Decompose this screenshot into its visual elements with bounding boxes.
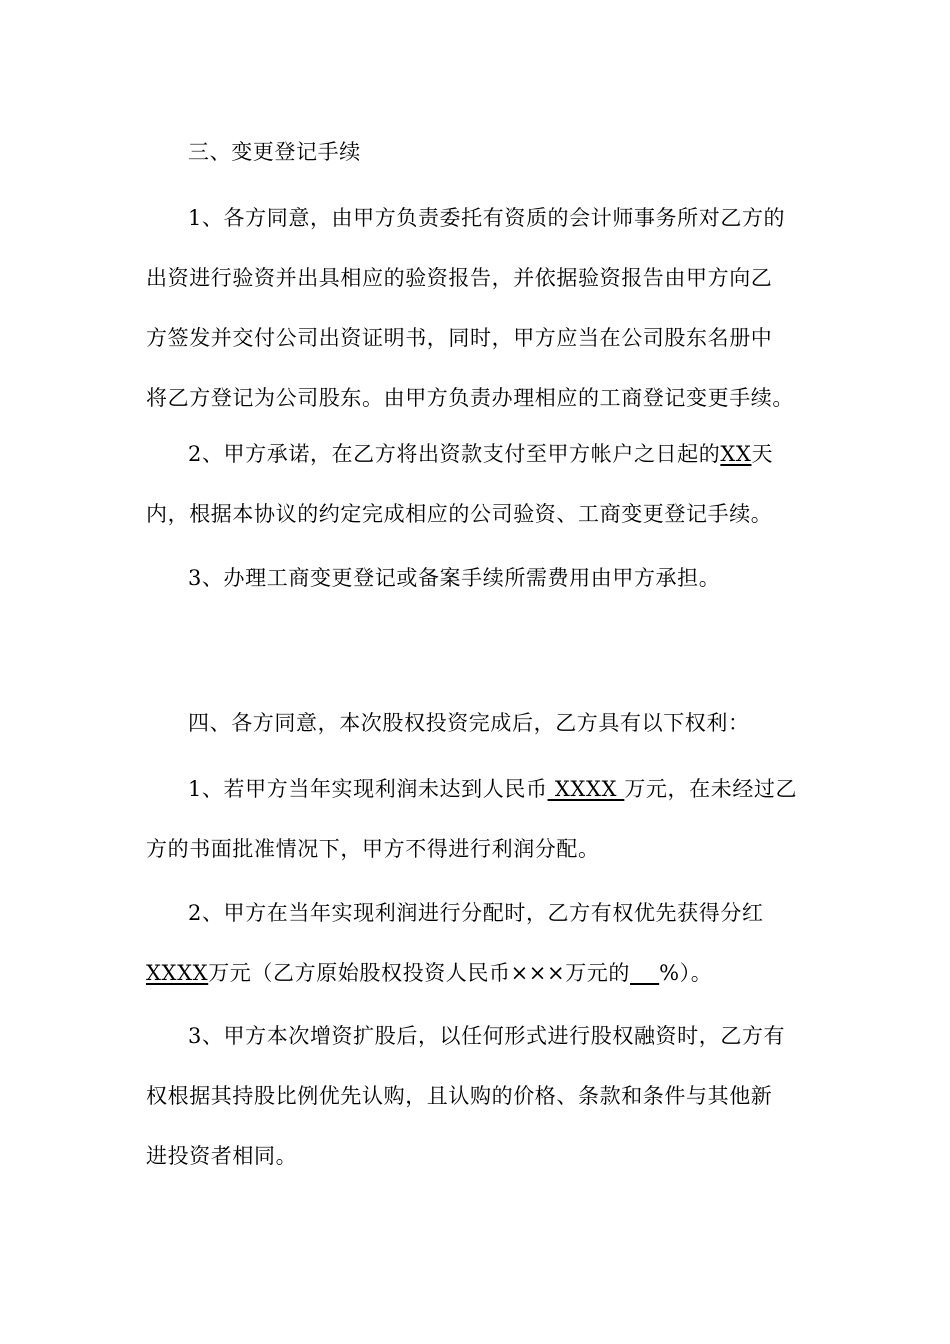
section-3-heading-text: 三、变更登记手续 xyxy=(188,140,361,164)
paragraph-line: 3、办理工商变更登记或备案手续所需费用由甲方承担。 xyxy=(188,566,721,590)
fill-in-blank: XXXX xyxy=(547,777,625,801)
text-segment: 1、若甲方当年实现利润未达到人民币 xyxy=(188,777,548,801)
paragraph-line: 2、甲方在当年实现利润进行分配时，乙方有权优先获得分红 xyxy=(188,901,764,925)
fill-in-blank: XX xyxy=(720,442,752,466)
text-segment: 万元，在未经过乙 xyxy=(624,777,798,801)
paragraph-line: 3、甲方本次增资扩股后，以任何形式进行股权融资时，乙方有 xyxy=(188,1024,786,1048)
text-segment: 天 xyxy=(751,442,774,466)
section-4-heading xyxy=(146,693,806,753)
paragraph-line xyxy=(146,943,806,1003)
paragraph-line: 方的书面批准情况下，甲方不得进行利润分配。 xyxy=(146,837,600,861)
paragraph-line xyxy=(146,424,806,484)
section-4-item-3 xyxy=(146,1006,806,1186)
fill-in-blank xyxy=(630,961,659,985)
paragraph-line: 进投资者相同。 xyxy=(146,1144,298,1168)
section-4-heading-text: 四、各方同意，本次股权投资完成后，乙方具有以下权利： xyxy=(188,711,750,735)
paragraph-line: 出资进行验资并出具相应的验资报告，并依据验资报告由甲方向乙 xyxy=(146,266,773,290)
paragraph-line: 内，根据本协议的约定完成相应的公司验资、工商变更登记手续。 xyxy=(146,502,773,526)
paragraph-line: 将乙方登记为公司股东。由甲方负责办理相应的工商登记变更手续。 xyxy=(146,386,794,410)
paragraph-line: 方签发并交付公司出资证明书，同时，甲方应当在公司股东名册中 xyxy=(146,326,773,350)
section-3-item-2 xyxy=(146,424,806,544)
paragraph-line: 权根据其持股比例优先认购，且认购的价格、条款和条件与其他新 xyxy=(146,1084,773,1108)
section-3-item-3 xyxy=(146,548,806,608)
text-segment: %）。 xyxy=(659,961,713,985)
text-segment: 2、甲方承诺，在乙方将出资款支付至甲方帐户之日起的 xyxy=(188,442,721,466)
fill-in-blank: XXXX xyxy=(146,961,209,985)
text-segment: 万元（乙方原始股权投资人民币×××万元的 xyxy=(208,961,630,985)
section-4-item-1 xyxy=(146,759,806,879)
section-4-item-2 xyxy=(146,883,806,1003)
section-3-item-1 xyxy=(146,188,806,428)
paragraph-line xyxy=(146,759,806,819)
paragraph-line: 1、各方同意，由甲方负责委托有资质的会计师事务所对乙方的 xyxy=(188,206,786,230)
section-3-heading xyxy=(146,122,806,182)
